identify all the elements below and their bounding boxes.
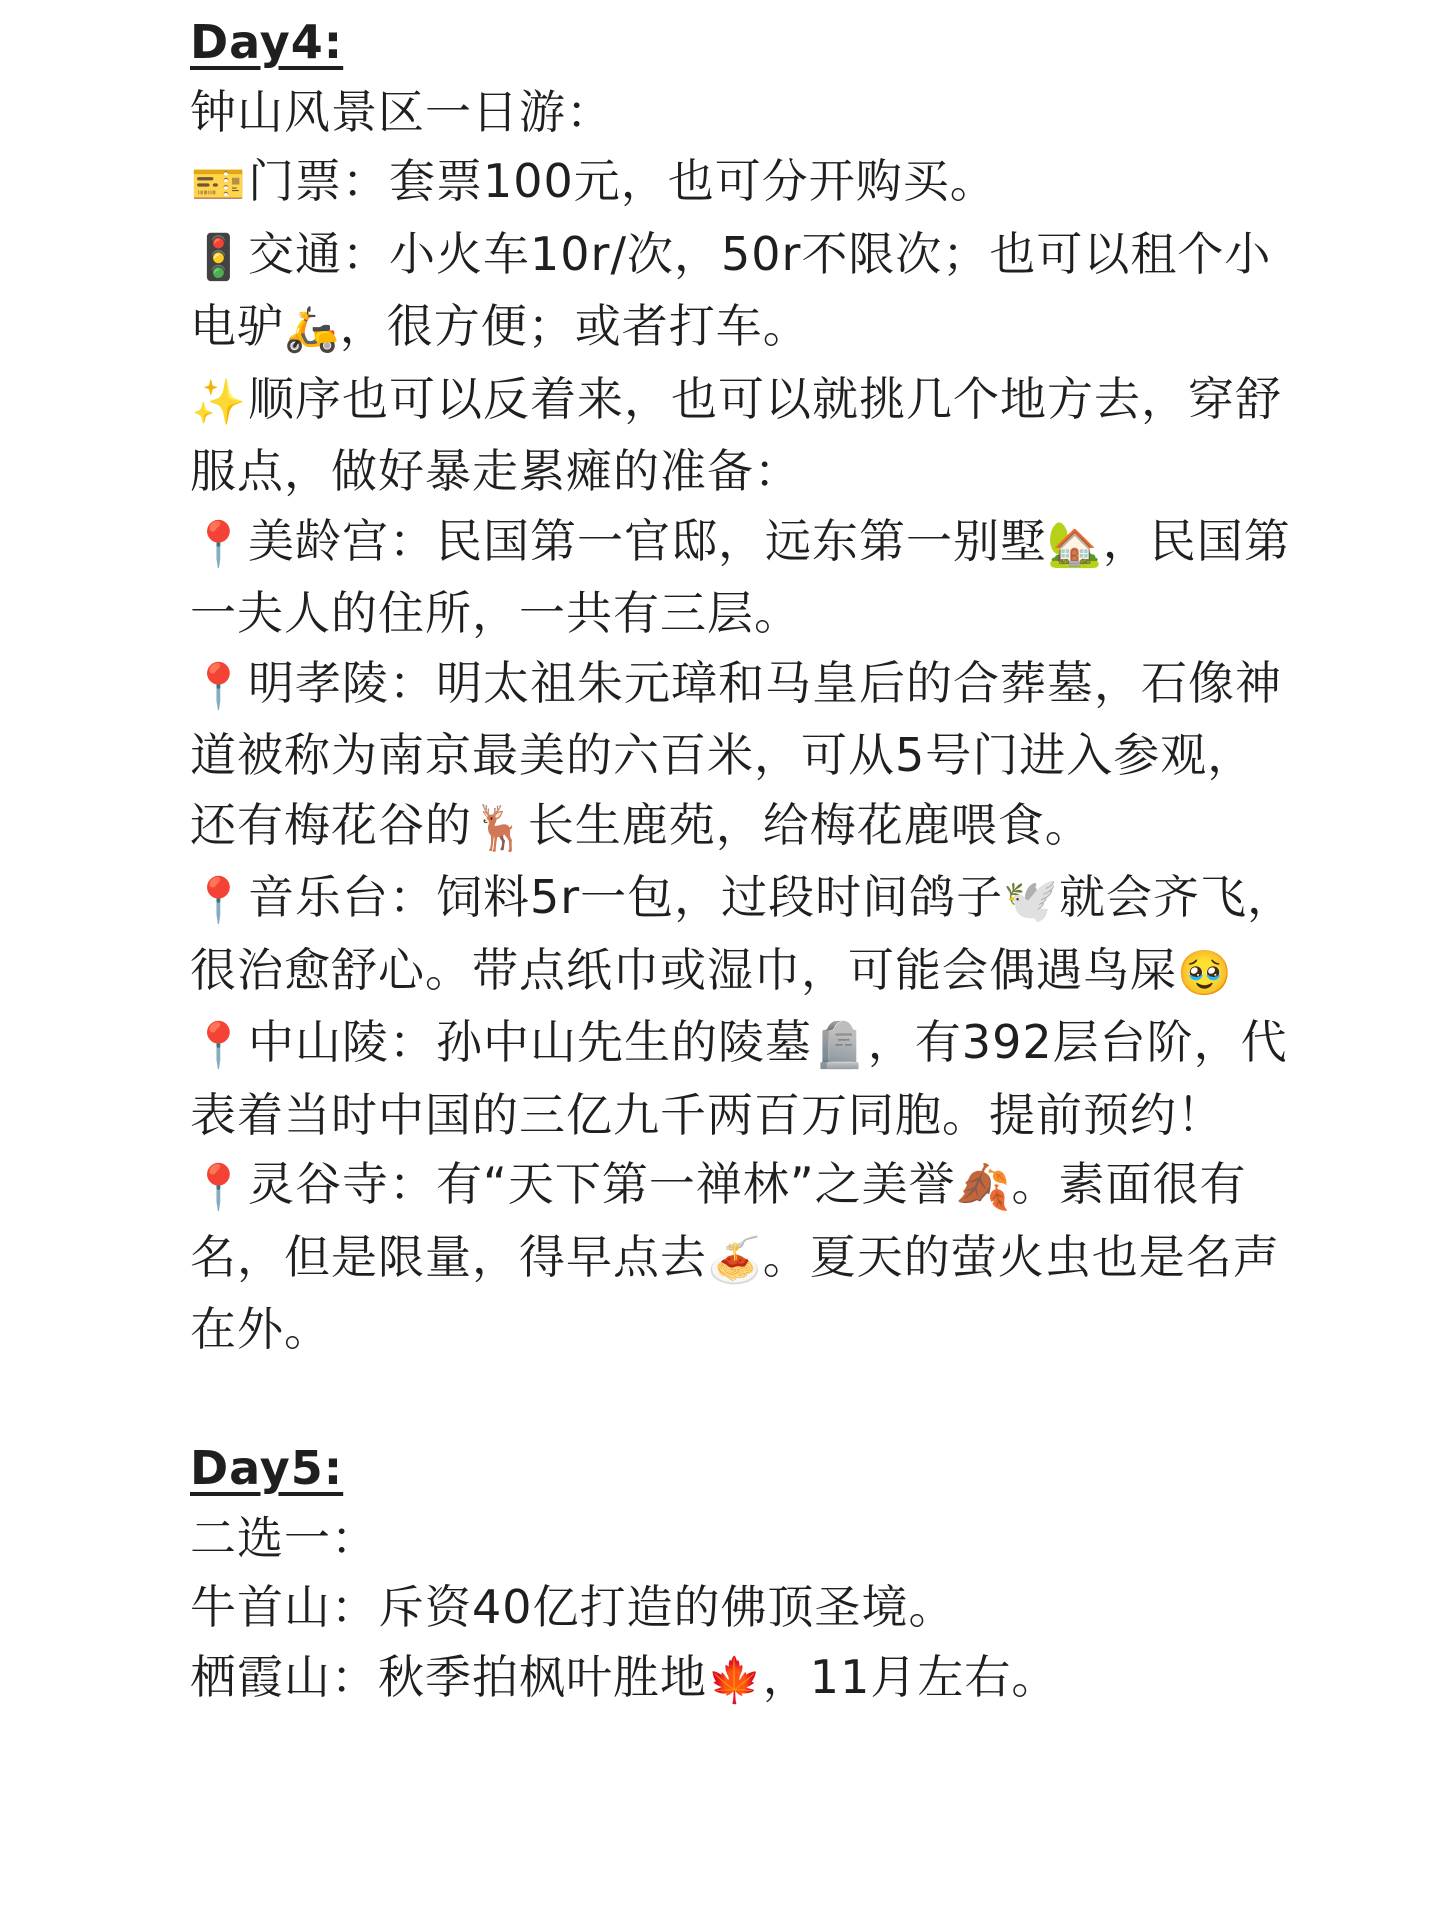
ticket-line bbox=[190, 147, 1300, 220]
section-spacer bbox=[190, 1365, 1300, 1435]
spot-text: 明孝陵：明太祖朱元璋和马皇后的合葬墓，石像神道被称为南京最美的六百米，可从5号门进入参观，还有梅花谷的 bbox=[190, 655, 1282, 852]
spot-ming-xiaoling bbox=[190, 649, 1300, 864]
round-pushpin-icon: 📍 bbox=[191, 660, 247, 712]
spot-text: 音乐台：饲料5r一包，过段时间鸽子 bbox=[248, 870, 1004, 924]
spot-meiling-palace bbox=[190, 507, 1300, 649]
option-text: 栖霞山：秋季拍枫叶胜地 bbox=[190, 1649, 707, 1704]
sparkles-icon: ✨ bbox=[191, 376, 247, 428]
spot-text: 美龄宫：民国第一官邸，远东第一别墅 bbox=[248, 513, 1047, 568]
tips-text: 顺序也可以反着来，也可以就挑几个地方去，穿舒服点，做好暴走累瘫的准备： bbox=[190, 371, 1282, 498]
dove-icon: 🕊️ bbox=[1003, 875, 1059, 926]
round-pushpin-icon: 📍 bbox=[191, 875, 247, 926]
transport-text-continued: ，很方便；或者打车。 bbox=[339, 299, 810, 353]
fallen-leaf-icon: 🍂 bbox=[955, 1162, 1012, 1213]
spot-text-continued: 。素面很有名，但是限量，得早点去 bbox=[190, 1157, 1247, 1284]
deer-icon: 🦌 bbox=[472, 802, 528, 854]
spot-text: 中山陵：孙中山先生的陵墓 bbox=[248, 1015, 812, 1069]
spot-music-stage bbox=[190, 863, 1300, 1008]
maple-leaf-icon: 🍁 bbox=[707, 1654, 763, 1706]
spot-text-continued: 就会齐飞，很治愈舒心。带点纸巾或湿巾，可能会偶遇鸟屎 bbox=[190, 870, 1294, 997]
note-content bbox=[190, 8, 1300, 1715]
spot-sun-yatsen-mausoleum bbox=[190, 1008, 1300, 1150]
traffic-light-icon: 🚦 bbox=[191, 231, 247, 283]
round-pushpin-icon: 📍 bbox=[191, 1162, 247, 1213]
spot-text-final: 。夏天的萤火虫也是名声在外。 bbox=[190, 1229, 1280, 1356]
headstone-icon: 🪦 bbox=[812, 1020, 868, 1071]
day4-title: Day4: bbox=[190, 15, 344, 69]
option-niushou-mountain: 牛首山：斥资40亿打造的佛顶圣境。 bbox=[190, 1580, 956, 1634]
option-text-continued: ，11月左右。 bbox=[762, 1649, 1059, 1704]
tips-line bbox=[190, 365, 1300, 507]
day5-title: Day5: bbox=[190, 1441, 344, 1495]
ticket-text: 门票：套票100元，也可分开购买。 bbox=[248, 154, 997, 208]
day4-section bbox=[190, 8, 1300, 1365]
day4-subtitle: 钟山风景区一日游： bbox=[190, 84, 613, 139]
ticket-icon: 🎫 bbox=[191, 159, 247, 210]
day5-section bbox=[190, 1434, 1300, 1715]
transport-text: 交通：小火车10r/次，50r不限次；也可以租个小电驴 bbox=[190, 226, 1272, 353]
spot-text-continued: ，有392层台阶，代表着当时中国的三亿九千两百万同胞。提前预约！ bbox=[190, 1015, 1288, 1142]
round-pushpin-icon: 📍 bbox=[191, 1020, 247, 1071]
spot-text-continued: 长生鹿苑，给梅花鹿喂食。 bbox=[527, 797, 1092, 852]
house-with-garden-icon: 🏡 bbox=[1047, 518, 1103, 570]
spot-linggu-temple bbox=[190, 1150, 1300, 1365]
motor-scooter-icon: 🛵 bbox=[284, 304, 340, 355]
option-qixia-mountain bbox=[190, 1643, 1300, 1716]
day5-subtitle: 二选一： bbox=[190, 1510, 378, 1565]
transport-line bbox=[190, 220, 1300, 365]
spot-text: 灵谷寺：有“天下第一禅林”之美誉 bbox=[248, 1157, 956, 1211]
round-pushpin-icon: 📍 bbox=[191, 518, 247, 570]
face-holding-back-tears-icon: 🥹 bbox=[1177, 947, 1233, 999]
spot-text-continued: ，民国第一夫人的住所，一共有三层。 bbox=[190, 513, 1291, 640]
spaghetti-icon: 🍝 bbox=[707, 1234, 763, 1286]
